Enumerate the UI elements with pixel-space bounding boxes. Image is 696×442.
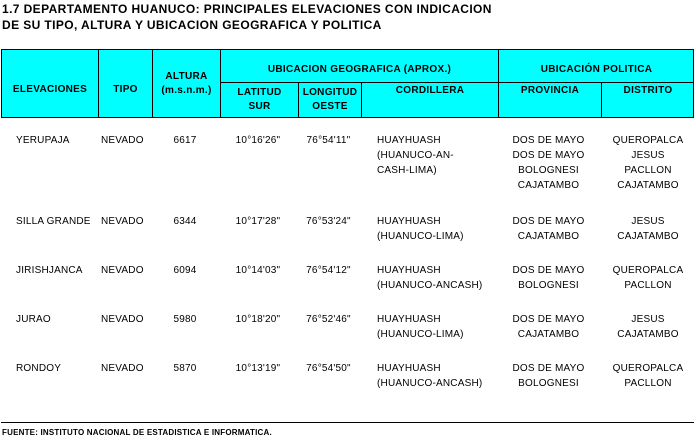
cell-altura: 5980 <box>173 314 197 325</box>
cell-distrito: QUEROPALCA JESUS PACLLON CAJATAMBO <box>612 135 684 191</box>
cell-cordillera: HUAYHUASH (HUANUCO-AN- CASH-LIMA) <box>377 135 454 176</box>
header-ubicacion-politica: UBICACIÓN POLITICA <box>540 64 653 75</box>
title-line-1: 1.7 DEPARTAMENTO HUANUCO: PRINCIPALES ELEVACIONES CON INDICACION <box>2 2 492 16</box>
footer-divider <box>1 422 694 423</box>
header-tipo: TIPO <box>113 83 138 95</box>
cell-provincia: DOS DE MAYO BOLOGNESI <box>512 363 585 389</box>
cell-cordillera: HUAYHUASH (HUANUCO-LIMA) <box>377 216 464 242</box>
cell-altura: 6344 <box>173 216 197 227</box>
header-longitud: LONGITUD OESTE <box>302 87 358 112</box>
cell-tipo: NEVADO <box>101 216 144 227</box>
cell-provincia: DOS DE MAYO DOS DE MAYO BOLOGNESI CAJATAMBO <box>512 135 585 191</box>
header-ubicacion-geografica: UBICACION GEOGRAFICA (APROX.) <box>267 64 452 75</box>
cell-distrito: JESUS CAJATAMBO <box>617 216 679 242</box>
cell-cordillera: HUAYHUASH (HUANUCO-ANCASH) <box>377 363 483 389</box>
cell-provincia: DOS DE MAYO BOLOGNESI <box>512 265 585 291</box>
cell-distrito: JESUS CAJATAMBO <box>617 314 679 340</box>
cell-tipo: NEVADO <box>101 265 144 276</box>
cell-cordillera: HUAYHUASH (HUANUCO-LIMA) <box>377 314 464 340</box>
header-cordillera: CORDILLERA <box>395 85 465 96</box>
cell-elevacion: SILLA GRANDE <box>16 216 91 227</box>
cell-elevacion: JURAO <box>16 314 51 325</box>
header-latitud: LATITUD SUR <box>237 87 282 112</box>
header-distrito: DISTRITO <box>623 85 673 96</box>
cell-tipo: NEVADO <box>101 135 144 146</box>
cell-distrito: QUEROPALCA PACLLON <box>612 265 684 291</box>
cell-latitud: 10°14'03" <box>235 265 281 276</box>
cell-elevacion: YERUPAJA <box>16 135 70 146</box>
cell-elevacion: JIRISHJANCA <box>16 265 83 276</box>
table-header <box>1 49 694 118</box>
title-line-2: DE SU TIPO, ALTURA Y UBICACION GEOGRAFICA Y POLITICA <box>2 18 382 32</box>
cell-altura: 6617 <box>173 135 197 146</box>
cell-latitud: 10°16'26" <box>235 135 281 146</box>
cell-latitud: 10°13'19" <box>235 363 281 374</box>
cell-altura: 6094 <box>173 265 197 276</box>
document-title <box>2 1 492 33</box>
cell-longitud: 76°53'24" <box>306 216 351 227</box>
cell-elevacion: RONDOY <box>16 363 62 374</box>
header-elevaciones: ELEVACIONES <box>12 83 88 95</box>
cell-longitud: 76°52'46" <box>306 314 351 325</box>
cell-altura: 5870 <box>173 363 197 374</box>
cell-cordillera: HUAYHUASH (HUANUCO-ANCASH) <box>377 265 483 291</box>
cell-longitud: 76°54'11" <box>306 135 351 146</box>
cell-distrito: QUEROPALCA PACLLON <box>612 363 684 389</box>
cell-tipo: NEVADO <box>101 363 144 374</box>
header-provincia: PROVINCIA <box>520 85 580 96</box>
source-note: FUENTE: INSTITUTO NACIONAL DE ESTADISTICA E INFORMATICA. <box>2 428 272 437</box>
cell-provincia: DOS DE MAYO CAJATAMBO <box>512 314 585 340</box>
header-altura: ALTURA (m.s.n.m.) <box>161 70 212 96</box>
cell-latitud: 10°17'28" <box>235 216 281 227</box>
cell-tipo: NEVADO <box>101 314 144 325</box>
cell-longitud: 76°54'50" <box>306 363 351 374</box>
cell-latitud: 10°18'20" <box>235 314 281 325</box>
cell-provincia: DOS DE MAYO CAJATAMBO <box>512 216 585 242</box>
cell-longitud: 76°54'12" <box>306 265 351 276</box>
